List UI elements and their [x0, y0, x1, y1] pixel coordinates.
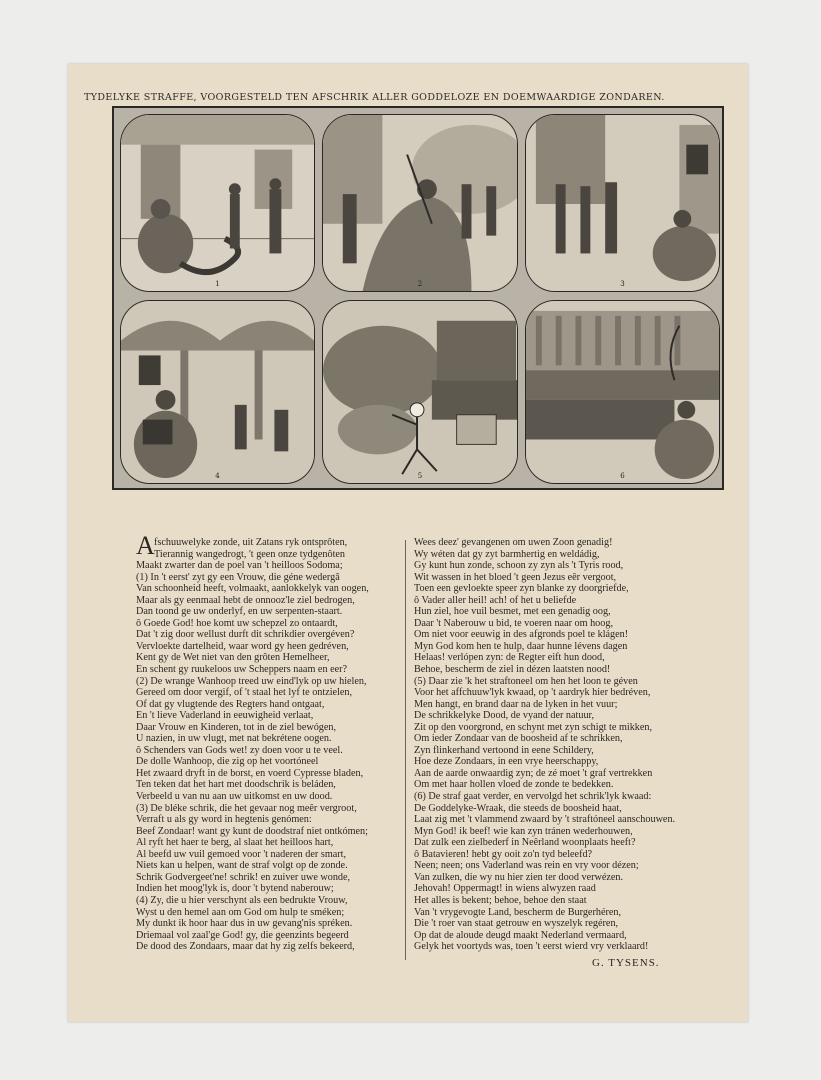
poem-line: Aan de aarde onwaardig zyn; de zé moet 't graf vertrekken — [414, 767, 653, 779]
poem-line: Van 't vrygevogte Land, bescherm de Burgerhéren, — [414, 906, 622, 918]
panel-4-illustration — [120, 300, 315, 484]
poem-line: De dolle Wanhoop, die zig op het voortóneel — [136, 756, 319, 768]
poem-line: Om niet voor eeuwig in des afgronds poel te klágen! — [414, 629, 629, 641]
poem-line: Niets kan u helpen, want de straf volgt op de zonde. — [136, 860, 348, 872]
poem-line: Kent gy de Wet niet van den grôten Hemelheer, — [136, 652, 330, 664]
poem-line: Behoe, bescherm de ziel in dézen laatsten nood! — [414, 664, 611, 676]
panel-number: 5 — [417, 472, 423, 480]
poem-line: ô Goede God! hoe komt uw schepzel zo ontaardt, — [136, 617, 338, 629]
poem-line: En 't lieve Vaderland in eeuwigheid verlaat, — [136, 710, 314, 722]
poem-line: Wy wéten dat gy zyt barmhertig en weldádig, — [414, 548, 600, 560]
poem-line: (2) De wrange Wanhoop treed uw eind'lyk op uw hielen, — [136, 675, 367, 687]
poem-line: Schrik Godvergeet'ne! schrik! en zuiver uwe wonde, — [136, 871, 351, 883]
poem-line: ô Batavieren! hebt gy ooit zo'n tyd beleefd? — [414, 848, 593, 860]
poem-line: Zit op den voorgrond, en schynt met zyn schigt te mikken, — [414, 721, 653, 733]
poem-line: Driemaal vol zaal'ge God! gy, die geenzints begeerd — [136, 929, 349, 941]
poem-line: Van zulken, die wy nu hier zien ter dood verwézen. — [414, 871, 624, 883]
poem-line: Zyn flinkerhand vertoond in eene Schildery, — [414, 744, 594, 756]
author-signature: G. TYSENS. — [592, 957, 660, 969]
panel-5-illustration — [322, 300, 518, 484]
poem-line: ô Schenders van Gods wet! zy doen voor u te veel. — [136, 744, 343, 756]
panel-6-illustration — [525, 300, 720, 484]
poem-line: fschuuwelyke zonde, uit Zatans ryk ontsprôten, — [154, 537, 348, 548]
poem-right-column — [414, 537, 675, 953]
poem-line: Myn God kom hen te hulp, daar hunne lévens dagen — [414, 640, 628, 652]
poem-line: Ten teken dat het hart met doodschrik is beláden, — [136, 779, 336, 791]
poem-line: Men hangt, en brand daar na de lyken in het vuur; — [414, 698, 618, 710]
poem-line: Die 't roer van staat getrouw en wyszelyk regéren, — [414, 918, 619, 930]
poem-line: Dat 't zig door wellust durft dit schrikdier overgéven? — [136, 629, 355, 641]
poem-line: Van schoonheid heeft, volmaakt, aanlokkelyk van oogen, — [136, 583, 369, 595]
poem-line: Maakt zwarter dan de poel van 't heilloos Sodoma; — [136, 560, 343, 572]
poem-line: Myn God! ik beef! wie kan zyn tránen wederhouwen, — [414, 825, 633, 837]
poem-line: (5) Daar zie 'k het straftoneel om hen het loon te géven — [414, 675, 638, 687]
panel-number: 1 — [215, 280, 220, 288]
poem-line: Hoe deze Zondaars, in een vrye heerschappy, — [414, 756, 599, 768]
poem-line: Al ryft het haer te berg, al slaat het heilloos hart, — [136, 837, 334, 849]
poem-line: Dat zulk een zielbederf in Neêrland woonplaats heeft? — [414, 837, 636, 849]
poem-line: Verbeeld u van nu aan uw uitkomst en uw dood. — [136, 791, 333, 803]
poem-line: Of dat gy vlugtende des Regters hand ontgaat, — [136, 698, 325, 710]
poem-line: Helaas! verlópen zyn: de Regter eift hun dood, — [414, 652, 605, 664]
poem-line: Al beefd uw vuil gemoed voor 't naderen der smart, — [136, 848, 347, 860]
poem-line: Het alles is bekent; behoe, behoe den staat — [414, 894, 587, 906]
poem-line: (4) Zy, die u hier verschynt als een bedrukte Vrouw, — [136, 894, 348, 906]
poem-line: De Goddelyke-Wraak, die steeds de boosheid haat, — [414, 802, 622, 814]
poem-line: Vervloekte dartelheid, waar word gy heen gedréven, — [136, 640, 349, 652]
panel-2-illustration — [322, 114, 518, 292]
poem-line: Op dat de aloude deugd maakt Nederland vermaard, — [414, 929, 627, 941]
poem-line: Verraft u als gy word in hegtenis genómen: — [136, 814, 312, 826]
poem-line: Dan toond ge uw onderlyf, en uw serpenten-staart. — [136, 606, 343, 618]
poem-line: Tierannig wangedrogt, 't geen onze tydgenôten — [154, 548, 346, 560]
column-divider — [405, 540, 406, 960]
poem-line: (1) In 't eerst' zyt gy een Vrouw, die géne wedergâ — [136, 571, 340, 583]
poem-line: Het zwaard dryft in de borst, en voerd Cypresse bladen, — [136, 767, 364, 779]
panel-3-illustration — [525, 114, 720, 292]
panel-number: 2 — [417, 280, 423, 288]
poem-line: Jehovah! Oppermagt! in wiens alwyzen raad — [414, 883, 596, 895]
panel-number: 3 — [620, 280, 625, 288]
poem-line: Daar Vrouw en Kinderen, tot in de ziel bewógen, — [136, 721, 337, 733]
poem-line: Om ieder Zondaar van de boosheid af te schrikken, — [414, 733, 623, 745]
poem-line: De schrikkelyke Dood, de vyand der natuur, — [414, 710, 595, 722]
panel-1-illustration — [120, 114, 315, 292]
panel-number: 6 — [620, 472, 625, 480]
panel-number: 4 — [215, 472, 220, 480]
poem-line: En schent gy ruukeloos uw Scheppers naam en eer? — [136, 664, 348, 676]
poem-line: Om met haar hollen vloed de zonde te bedekken. — [414, 779, 614, 791]
poem-line: (6) De straf gaat verder, en vervolgd het schrik'lyk kwaad: — [414, 791, 652, 803]
poem-line: Maar als gy eenmaal hebt de onnooz'le ziel bedrogen, — [136, 594, 355, 606]
poem-line: Hun ziel, hoe vuil besmet, met een genadig oog, — [414, 606, 611, 618]
poem-line: Voor het affchuuw'lyk kwaad, op 't aardryk hier bedréven, — [414, 687, 651, 699]
poem-line: Daar 't Naberouw u bid, te voeren naar om hoog, — [414, 617, 614, 629]
poem-line: Beef Zondaar! want gy kunt de doodstraf niet ontkómen; — [136, 825, 368, 837]
poem-line: Wyst u den hemel aan om God om hulp te sméken; — [136, 906, 345, 918]
poem-line: De dood des Zondaars, maar dat hy zig zelfs bekeerd, — [136, 941, 355, 953]
poem-line: Indien het moog'lyk is, door 't bytend naberouw; — [136, 883, 334, 895]
poem-line: Neen; neen; ons Vaderland was rein en vry voor dézen; — [414, 860, 639, 872]
poem-line: (3) De bléke schrik, die het gevaar nog meêr vergroot, — [136, 802, 357, 814]
poem-line: Toen een gevloekte speer zyn blanke zy doorgriefde, — [414, 583, 629, 595]
poem-line: Gereed om door vergif, of 't staal het lyf te ontzielen, — [136, 687, 353, 699]
poem-line: Wees deez' gevangenen om uwen Zoon genadig! — [414, 537, 613, 548]
poem-left-column — [136, 537, 369, 953]
poem-line: Laat zig met 't vlammend zwaard by 't straftóneel aanschouwen. — [414, 814, 676, 826]
poem-line: Wit wassen in het bloed 't geen Jezus eêr vergoot, — [414, 571, 617, 583]
poem-line: U nazien, in uw vlugt, met nat bekrétene oogen. — [136, 733, 332, 745]
poem-line: Gy kunt hun zonde, schoon zy zyn als 't Tyris rood, — [414, 560, 624, 572]
document-title: TYDELYKE STRAFFE, VOORGESTELD TEN AFSCHRIK ALLER GODDELOZE EN DOEMWAARDIGE ZONDAREN. — [84, 92, 665, 103]
drop-cap: A — [136, 531, 155, 560]
poem-line: ô Vader aller heil! ach! of het u beliefde — [414, 594, 577, 606]
engraving-plate — [112, 106, 724, 490]
poem-line: Gelyk het voortyds was, toen 't eerst wierd vry verklaard! — [414, 941, 649, 953]
poem-line: My dunkt ik hoor haar dus in uw gevang'nis spréken. — [136, 918, 353, 930]
